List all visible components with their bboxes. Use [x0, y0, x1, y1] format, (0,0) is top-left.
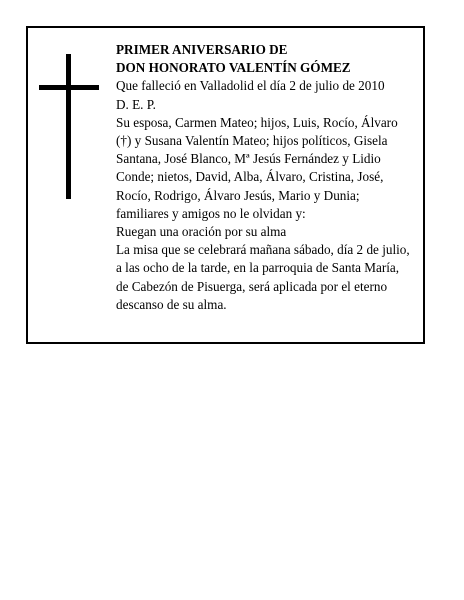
family-line-2: (†) y Susana Valentín Mateo; hijos políticos, Gisela [116, 133, 388, 149]
obituary-notice [26, 26, 425, 344]
mass-line-4: descanso de su alma. [116, 296, 227, 312]
mass-line-3: de Cabezón de Pisuerga, será aplicada por el eterno [116, 278, 388, 294]
family-line-1: Su esposa, Carmen Mateo; hijos, Luis, Rocío, Álvaro [116, 114, 398, 130]
mass-line-2: a las ocho de la tarde, en la parroquia de Santa María, [116, 260, 400, 276]
dep-line: D. E. P. [116, 96, 156, 112]
family-line-5: Rocío, Rodrigo, Álvaro Jesús, Mario y Dunia; [116, 187, 360, 203]
mass-line-1: La misa que se celebrará mañana sábado, día 2 de julio, [116, 242, 410, 258]
family-line-4: Conde; nietos, David, Alba, Álvaro, Cristina, José, [116, 169, 384, 185]
death-date-line: Que falleció en Valladolid el día 2 de julio de 2010 [116, 78, 385, 94]
notice-title-line-2: DON HONORATO VALENTÍN GÓMEZ [116, 60, 351, 76]
prayer-request-line: Ruegan una oración por su alma [116, 224, 287, 240]
cross-vertical-bar [66, 54, 71, 199]
cross-icon [39, 54, 99, 199]
family-line-3: Santana, José Blanco, Mª Jesús Fernández y Lidio [116, 151, 381, 167]
notice-text [116, 41, 421, 314]
family-line-6: familiares y amigos no le olvidan y: [116, 205, 306, 221]
notice-title-line-1: PRIMER ANIVERSARIO DE [116, 42, 288, 57]
cross-horizontal-bar [39, 85, 99, 90]
